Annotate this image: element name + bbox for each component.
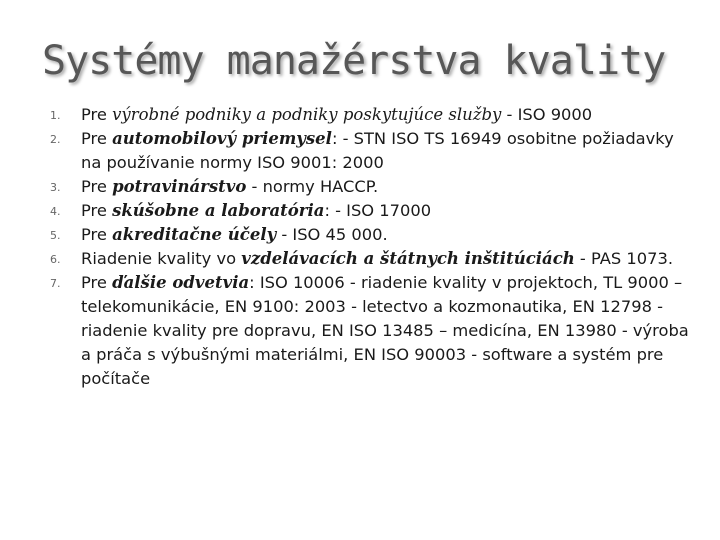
item-prefix: Pre bbox=[81, 129, 113, 148]
item-prefix: Pre bbox=[81, 105, 113, 124]
list-item bbox=[0, 127, 690, 175]
item-emphasis: skúšobne a laboratória bbox=[112, 201, 325, 220]
item-emphasis: vzdelávacích a štátnych inštitúciách bbox=[241, 249, 575, 268]
list-item bbox=[0, 271, 690, 391]
item-suffix: : ISO 10006 - riadenie kvality v projektoch, TL 9000 – telekomunikácie, EN 9100: 2003 - letectvo a kozmonautika, EN 12798 - riadenie kvality pre dopravu, EN ISO 13485 – medicína, EN 13980 - výroba a práča s výbušnými materiálmi, EN ISO 90003 - software a systém pre počítače bbox=[81, 273, 689, 388]
list-number: 5. bbox=[50, 229, 61, 242]
list-number: 6. bbox=[50, 253, 61, 266]
list-number: 7. bbox=[50, 277, 61, 290]
item-prefix: Pre bbox=[81, 177, 113, 196]
item-prefix: Riadenie kvality vo bbox=[81, 249, 242, 268]
item-suffix: - PAS 1073. bbox=[574, 249, 674, 268]
list-number: 3. bbox=[50, 181, 61, 194]
item-emphasis: potravinárstvo bbox=[112, 177, 247, 196]
item-prefix: Pre bbox=[81, 273, 113, 292]
item-suffix: - ISO 45 000. bbox=[276, 225, 388, 244]
list-number: 1. bbox=[50, 109, 61, 122]
item-suffix: : - ISO 17000 bbox=[324, 201, 432, 220]
list-number: 2. bbox=[50, 133, 61, 146]
standards-list bbox=[0, 103, 690, 391]
list-item bbox=[0, 223, 690, 247]
list-item bbox=[0, 247, 690, 271]
item-prefix: Pre bbox=[81, 225, 113, 244]
list-item bbox=[0, 199, 690, 223]
list-item bbox=[0, 103, 690, 127]
item-emphasis: výrobné podniky a podniky poskytujúce služby bbox=[112, 105, 502, 124]
item-prefix: Pre bbox=[81, 201, 113, 220]
item-suffix: : - STN ISO TS 16949 osobitne požiadavky na používanie normy ISO 9001: 2000 bbox=[81, 129, 674, 172]
item-suffix: - normy HACCP. bbox=[246, 177, 379, 196]
item-emphasis: akreditačne účely bbox=[112, 225, 277, 244]
slide-title: Systémy manažérstva kvality bbox=[42, 38, 666, 84]
item-emphasis: automobilový priemysel bbox=[112, 129, 332, 148]
list-item bbox=[0, 175, 690, 199]
item-suffix: - ISO 9000 bbox=[501, 105, 593, 124]
list-number: 4. bbox=[50, 205, 61, 218]
item-emphasis: ďalšie odvetvia bbox=[112, 273, 250, 292]
